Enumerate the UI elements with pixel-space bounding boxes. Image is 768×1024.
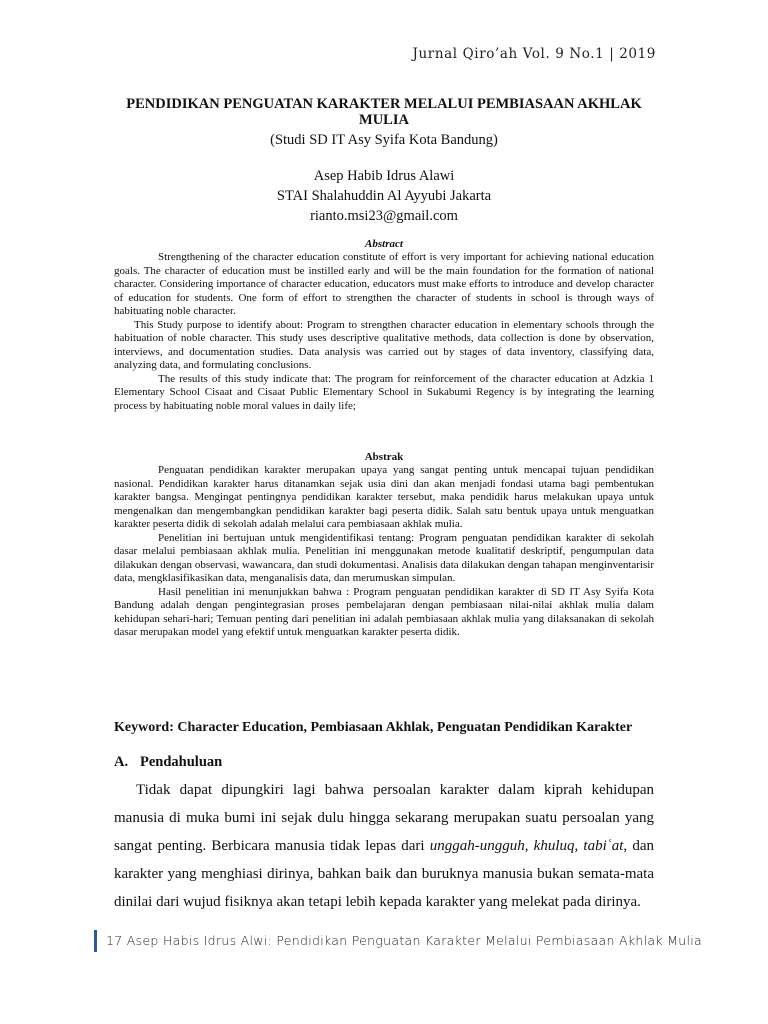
footer-accent-bar [94,930,97,952]
running-head: Jurnal Qiro’ah Vol. 9 No.1 | 2019 [412,46,656,62]
abstract-id-paragraph: Hasil penelitian ini menunjukkan bahwa : Program penguatan pendidikan karakter di SD IT Asy Syifa Kota Bandung adalah dengan pengintegrasian proses pembelajaran dengan pembiasaan nilai-nilai akhlak mulia dalam kehidupan sehari-hari; Temuan penting dari penelitian ini adalah pembiasaan akhlak mulia yang dilaksanakan di sekolah dasar merupakan model yang efektif untuk menguatkan karakter peserta didik. [114,585,654,638]
author-email: rianto.msi23@gmail.com [310,208,458,224]
author-affiliation: STAI Shalahuddin Al Ayyubi Jakarta [276,188,492,204]
body-text-sep: , [574,838,584,854]
abstract-en-paragraph: This Study purpose to identify about: Program to strengthen character education in elementary schools through the habituation of noble character. This study uses descriptive qualitative methods, data collection is done by observation, interviews, and documentation studies. Data analysis was carried out by stages of data inventory, classifying data, analyzing data, and formulating conclusions. [114,318,654,371]
paper-subtitle: (Studi SD IT Asy Syifa Kota Bandung) [270,132,498,148]
abstract-id-body [114,464,654,640]
abstract-en-paragraph: Strengthening of the character education constitute of effort is very important for achieving national education goals. The character of education must be instilled early and will be the main foundation for the formation of national character. Considering importance of character education, educators must make efforts to introduce and develop character of education for students. One form of effort to strengthen the character of students in school is through ways of habituating noble character. [114,251,654,317]
body-text-sep: , [524,838,534,854]
section-number: A. [114,754,129,770]
abstract-id-heading: Abstrak [364,451,404,463]
section-title: Pendahuluan [140,754,223,770]
term-khuluq: khuluq [533,838,575,854]
section-heading [114,754,222,771]
page-footer: 17 Asep Habis Idrus Alwi: Pendidikan Penguatan Karakter Melalui Pembiasaan Akhlak Mulia [106,933,702,948]
title-line-2: MULIA [359,112,409,128]
title-line-1: PENDIDIKAN PENGUATAN KARAKTER MELALUI PEMBIASAAN AKHLAK [126,96,642,112]
term-tabiat: tabiʿat [583,838,624,854]
abstract-id-paragraph: Penelitian ini bertujuan untuk mengidentifikasi tentang: Program penguatan pendidikan karakter di sekolah dasar melalui pembiasaan akhlak mulia. Penelitian ini menggunakan metode kualitatif deskriptif, pengumpulan data dilakukan dengan observasi, wawancara, dan studi dokumentasi. Analisis data dilakukan dengan tahapan menginventarisir data, mengklasifikasikan data, menganalisis data, dan merumuskan simpulan. [114,531,654,584]
abstract-en-paragraph: The results of this study indicate that: The program for reinforcement of the character education at Adzkia 1 Elementary School Cisaat and Cisaat Public Elementary School in Sukabumi Regency is by integrating the learning process by habituating noble moral values in daily life; [114,372,654,412]
paper-title [110,96,658,128]
abstract-en-body [114,251,654,413]
body-paragraph [114,776,654,916]
keywords: Keyword: Character Education, Pembiasaan Akhlak, Penguatan Pendidikan Karakter [114,720,633,735]
author-name: Asep Habib Idrus Alawi [313,168,455,184]
body-text [114,776,654,916]
term-unggah-ungguh: unggah-ungguh [429,838,525,854]
abstract-id-paragraph: Penguatan pendidikan karakter merupakan upaya yang sangat penting untuk mencapai tujuan pendidikan nasional. Pendidikan karakter harus ditanamkan sejak usia dini dan akan menjadi fondasi utama bagi pembentukan karakter bangsa. Mengingat pentingnya pendidikan karakter tersebut, maka pendidik harus melakukan upaya untuk mengenalkan dan mengembangkan pendidikan karakter bagi peserta didik. Salah satu bentuk upaya untuk menguatkan karakter peserta didik di sekolah adalah melalui cara pembiasaan akhlak mulia. [114,464,654,530]
abstract-en-heading: Abstract [365,238,403,250]
body-text-part: Tidak dapat dipungkiri lagi bahwa persoalan karakter dalam kiprah kehidupan manusia di muka bumi ini sejak dulu hingga sekarang merupakan suatu persoalan yang sangat penting. Berbicara manusia tidak lepas dari [114,782,654,854]
author-block [110,166,658,226]
body-text-part: , dan karakter yang menghiasi dirinya, bahkan baik dan buruknya manusia bukan semata-mata dinilai dari wujud fisiknya akan tetapi lebih kepada karakter yang melekat pada dirinya. [114,838,655,910]
